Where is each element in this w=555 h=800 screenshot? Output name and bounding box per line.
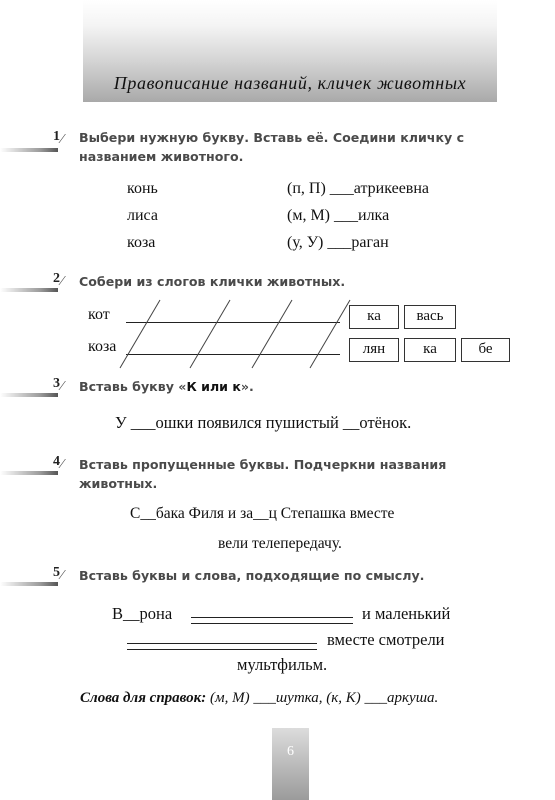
animal-word: коза [127, 234, 156, 251]
task-mark-icon: ⁄ [61, 274, 64, 289]
syllable-card[interactable]: ка [404, 338, 456, 362]
task-mark-icon: ⁄ [61, 568, 64, 583]
answer-line [191, 617, 353, 618]
animal-word: кот [88, 306, 110, 323]
task-mark-icon: ⁄ [61, 379, 64, 394]
reference-words [80, 690, 438, 707]
task-marker-bar [0, 582, 58, 586]
animal-word: конь [127, 180, 158, 197]
task-number: 4 [53, 454, 60, 469]
exercise-word: В__рона [112, 604, 173, 623]
hatch-line [120, 300, 160, 368]
task-number: 5 [53, 565, 60, 580]
answer-line [127, 649, 317, 650]
syllable-card[interactable]: бе [461, 338, 510, 362]
answer-line [126, 322, 340, 323]
animal-word: коза [88, 338, 117, 355]
task-instruction: Выбери нужную букву. Вставь её. Соедини кличку с названием животного. [79, 130, 465, 164]
task-instruction: Вставь пропущенные буквы. Подчеркни названия животных. [79, 457, 447, 491]
task-instruction: Собери из слогов клички животных. [79, 274, 346, 289]
task-mark-icon: ⁄ [61, 457, 64, 472]
instruction-text: ». [240, 379, 254, 394]
exercise-word: и маленький [362, 604, 451, 623]
task-number: 1 [53, 129, 60, 144]
name-option: (м, М) ___илка [287, 207, 390, 224]
reference-text: (м, М) ___шутка, (к, К) ___аркуша. [210, 690, 439, 706]
exercise-word: мультфильм. [237, 655, 328, 674]
task-marker-bar [0, 471, 58, 475]
answer-line [191, 623, 353, 624]
task-instruction: Вставь буквы и слова, подходящие по смыслу. [79, 568, 425, 583]
animal-word: лиса [127, 207, 158, 224]
hatch-line [252, 300, 292, 368]
hatch-line [310, 300, 350, 368]
task-number: 3 [53, 376, 60, 391]
exercise-line: С__бака Филя и за__ц Степашка вместе [130, 505, 395, 522]
hatch-line [190, 300, 230, 368]
task-marker-bar [0, 148, 58, 152]
page-number: 6 [287, 744, 294, 759]
instruction-text: Вставь букву « [79, 379, 187, 394]
exercise-sentence: У ___ошки появился пушистый __отёнок. [115, 413, 412, 432]
chapter-title: Правописание названий, кличек животных [113, 73, 467, 93]
page-number-tab [272, 728, 309, 800]
answer-line [126, 354, 340, 355]
chapter-header [83, 0, 497, 102]
syllable-card[interactable]: лян [349, 338, 399, 362]
task-instruction [79, 377, 519, 396]
syllable-card[interactable]: ка [349, 305, 399, 329]
instruction-letters: К или к [186, 379, 241, 394]
task-number: 2 [53, 271, 60, 286]
task-marker-bar [0, 288, 58, 292]
task-mark-icon: ⁄ [61, 132, 64, 147]
syllable-card[interactable]: вась [404, 305, 456, 329]
exercise-line: вели телепередачу. [218, 535, 342, 552]
name-option: (п, П) ___атрикеевна [287, 180, 430, 197]
name-option: (у, У) ___раган [287, 234, 389, 251]
answer-line [127, 643, 317, 644]
reference-label: Слова для справок: [80, 690, 207, 706]
exercise-word: вместе смотрели [327, 630, 445, 649]
task-marker-bar [0, 393, 58, 397]
